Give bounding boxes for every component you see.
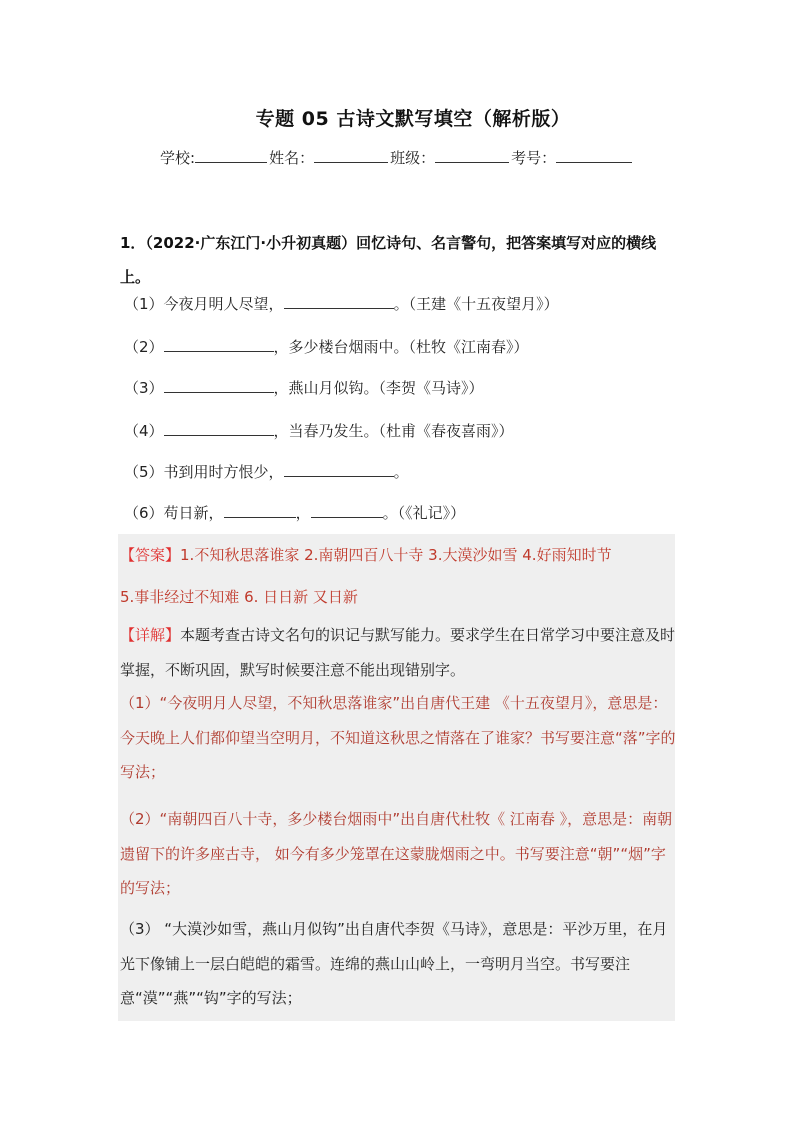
item-text: 。（《礼记》） bbox=[382, 504, 466, 522]
detail-paragraph-1: （1）“今夜明月人尽望，不知秋思落谁家”出自唐代王建 《十五夜望月》，意思是：今天晚上人们都仰望当空明月，不知道这秋思之情落在了谁家？书写要注意“落”字的写法； bbox=[120, 694, 676, 781]
item-number: （1） bbox=[124, 295, 164, 313]
answer-blank[interactable] bbox=[164, 420, 274, 436]
student-info-line bbox=[160, 147, 634, 168]
question-item-6 bbox=[124, 502, 465, 523]
answer-tag: 【答案】 bbox=[120, 546, 181, 564]
answer-line-1 bbox=[120, 544, 612, 565]
detail-text: 本题考查古诗文名句的识记与默写能力。要求学生在日常学习中要注意及时掌握，不断巩固，默写时候要注意不能出现错别字。 bbox=[120, 626, 676, 679]
name-label: 姓名： bbox=[269, 149, 315, 167]
item-number: （6） bbox=[124, 504, 164, 522]
item-text: 。（王建《十五夜望月》） bbox=[393, 295, 559, 313]
answer-text: 1.不知秋思落谁家 2.南朝四百八十寺 3.大漠沙如雪 4.好雨知时节 bbox=[180, 546, 612, 564]
detail-intro bbox=[120, 618, 678, 687]
item-number: （4） bbox=[124, 422, 164, 440]
question-item-3 bbox=[124, 377, 484, 398]
school-label: 学校: bbox=[160, 149, 196, 167]
class-blank[interactable] bbox=[435, 148, 509, 163]
class-label: 班级： bbox=[390, 149, 436, 167]
item-text: 书到用时方恨少， bbox=[163, 463, 284, 481]
detail-paragraph-3: （3） “大漠沙如雪，燕山月似钩”出自唐代李贺《马诗》，意思是：平沙万里，在月光下像铺上一层白皑皑的霜雪。连绵的燕山山岭上，一弯明月当空。书写要注意“漠”“燕”“钩”字的写法； bbox=[120, 920, 668, 1007]
answer-blank[interactable] bbox=[284, 461, 394, 477]
answer-line-2: 5.事非经过不知难 6. 日日新 又日新 bbox=[120, 588, 358, 606]
item-text: ，当春乃发生。（杜甫《春夜喜雨》） bbox=[273, 422, 514, 440]
answer-blank[interactable] bbox=[164, 336, 274, 352]
exam-no-label: 考号： bbox=[511, 149, 557, 167]
answer-blank[interactable] bbox=[224, 502, 296, 518]
answer-blank[interactable] bbox=[284, 293, 394, 309]
question-item-2 bbox=[124, 336, 529, 357]
exam-no-blank[interactable] bbox=[556, 148, 632, 163]
item-number: （3） bbox=[124, 379, 164, 397]
question-heading: 1．（2022·广东江门·小升初真题）回忆诗句、名言警句，把答案填写对应的横线上。 bbox=[120, 234, 657, 286]
page-title: 专题 05 古诗文默写填空（解析版） bbox=[255, 108, 571, 130]
school-blank[interactable] bbox=[195, 148, 267, 163]
name-blank[interactable] bbox=[314, 148, 388, 163]
question-item-4 bbox=[124, 420, 514, 441]
item-text: 今夜月明人尽望， bbox=[163, 295, 284, 313]
question-item-5 bbox=[124, 461, 409, 482]
item-text: 苟日新， bbox=[163, 504, 224, 522]
item-number: （2） bbox=[124, 338, 164, 356]
item-text: ，燕山月似钩。（李贺《马诗》） bbox=[273, 379, 484, 397]
detail-tag: 【详解】 bbox=[120, 626, 181, 644]
detail-paragraph-2: （2）“南朝四百八十寺，多少楼台烟雨中”出自唐代杜牧《 江南春 》，意思是：南朝遗留下的许多座古寺， 如今有多少笼罩在这蒙胧烟雨之中。书写要注意“朝”“烟”字的写法； bbox=[120, 810, 673, 897]
answer-blank[interactable] bbox=[311, 502, 383, 518]
item-text: ， bbox=[295, 504, 311, 522]
answer-blank[interactable] bbox=[164, 377, 274, 393]
question-item-1 bbox=[124, 293, 559, 314]
item-number: （5） bbox=[124, 463, 164, 481]
item-text: 。 bbox=[393, 463, 409, 481]
item-text: ，多少楼台烟雨中。（杜牧《江南春》） bbox=[273, 338, 529, 356]
